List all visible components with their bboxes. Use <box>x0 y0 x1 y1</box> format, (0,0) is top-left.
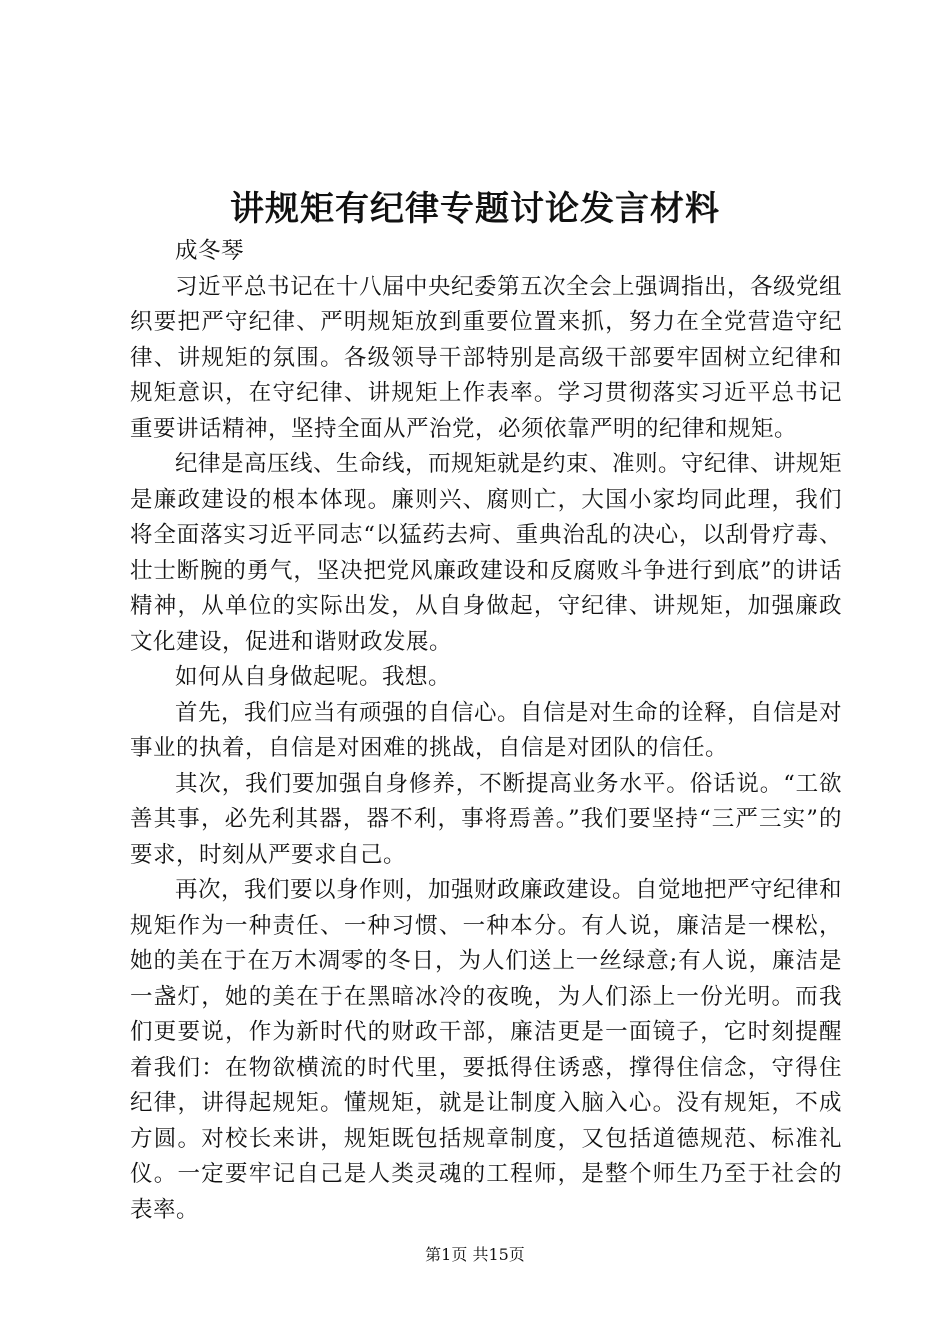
paragraph: 纪律是高压线、生命线，而规矩就是约束、准则。守纪律、讲规矩是廉政建设的根本体现。廉则兴、腐则亡，大国小家均同此理，我们将全面落实习近平同志“以猛药去疴、重典治乱的决心，以刮骨疗毒、壮士断腕的勇气，坚决把党风廉政建设和反腐败斗争进行到底”的讲话精神，从单位的实际出发，从自身做起，守纪律、讲规矩，加强廉政文化建设，促进和谐财政发展。 <box>130 451 843 655</box>
paragraph: 首先，我们应当有顽强的自信心。自信是对生命的诠释，自信是对事业的执着，自信是对困难的挑战，自信是对团队的信任。 <box>130 699 843 761</box>
page-footer: 第1页 共15页 <box>425 1245 525 1264</box>
document-title: 讲规矩有纪律专题讨论发言材料 <box>230 189 720 229</box>
paragraph: 再次，我们要以身作则，加强财政廉政建设。自觉地把严守纪律和规矩作为一种责任、一种习惯、一种本分。有人说，廉洁是一棵松，她的美在于在万木凋零的冬日，为人们送上一丝绿意;有人说，廉洁是一盏灯，她的美在于在黑暗冰冷的夜晚，为人们添上一份光明。而我们更要说，作为新时代的财政干部，廉洁更是一面镜子，它时刻提醒着我们：在物欲横流的时代里，要抵得住诱惑，撑得住信念，守得住纪律，讲得起规矩。懂规矩，就是让制度入脑入心。没有规矩，不成方圆。对校长来讲，规矩既包括规章制度，又包括道德规范、标准礼仪。一定要牢记自己是人类灵魂的工程师，是整个师生乃至于社会的表率。 <box>130 877 843 1223</box>
paragraph: 其次，我们要加强自身修养，不断提高业务水平。俗话说。“工欲善其事，必先利其器，器不利，事将焉善。”我们要坚持“三严三实”的要求，时刻从严要求自己。 <box>130 770 842 868</box>
paragraph: 习近平总书记在十八届中央纪委第五次全会上强调指出，各级党组织要把严守纪律、严明规矩放到重要位置来抓，努力在全党营造守纪律、讲规矩的氛围。各级领导干部特别是高级干部要牢固树立纪律和规矩意识，在守纪律、讲规矩上作表率。学习贯彻落实习近平总书记重要讲话精神，坚持全面从严治党，必须依靠严明的纪律和规矩。 <box>130 273 843 442</box>
document-body <box>130 234 842 1228</box>
paragraph: 如何从自身做起呢。我想。 <box>175 664 452 690</box>
author-line: 成冬琴 <box>175 238 245 264</box>
